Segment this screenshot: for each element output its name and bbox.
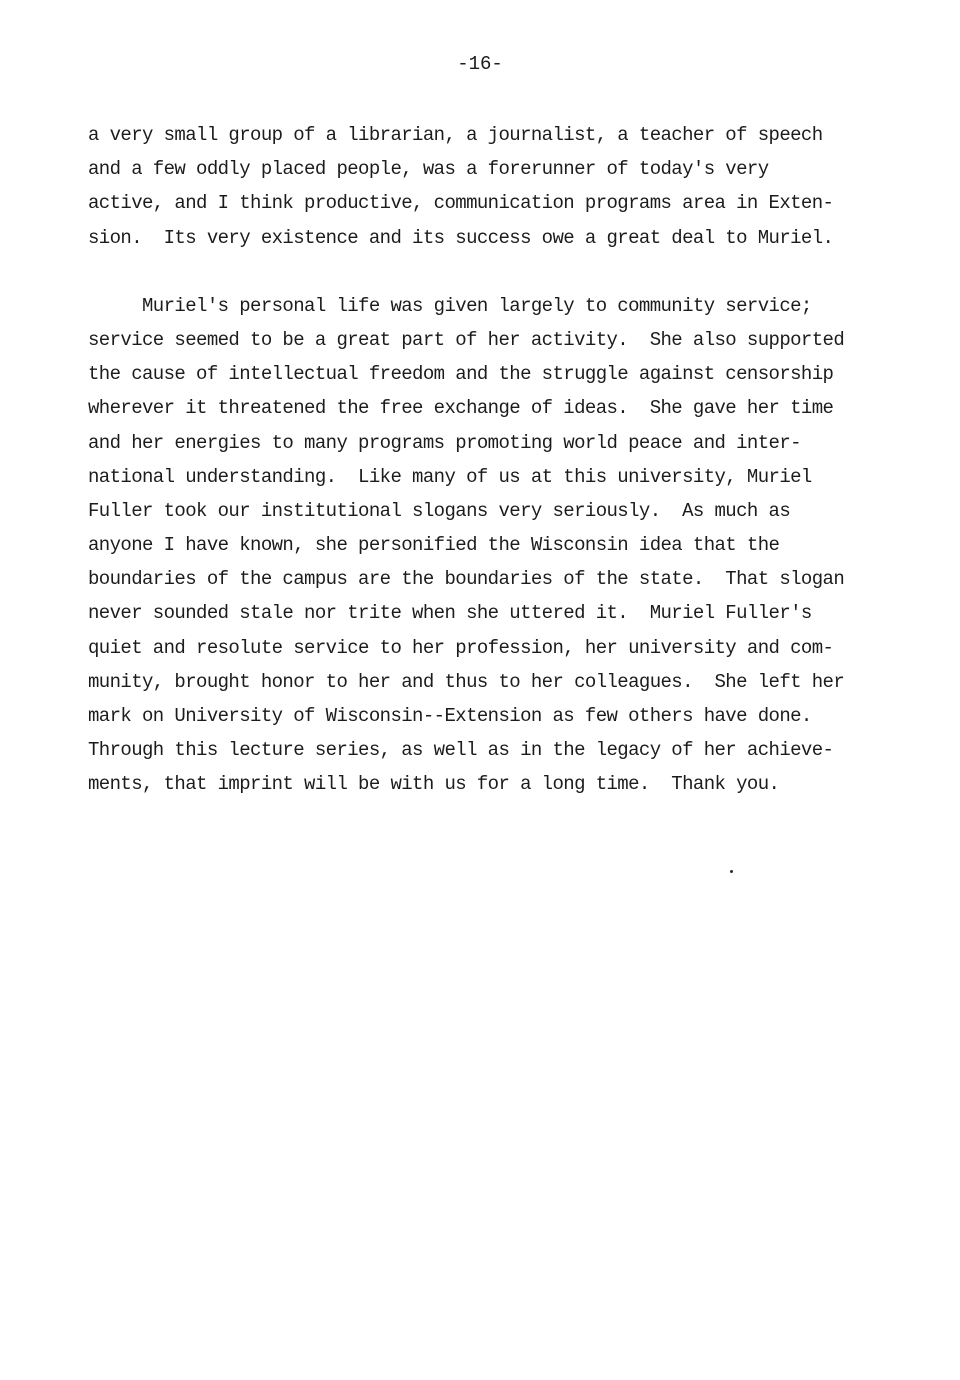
text-line: mark on University of Wisconsin--Extension as few others have done. xyxy=(88,705,812,727)
stray-ink-dot xyxy=(730,870,733,873)
text-line: and her energies to many programs promoting world peace and inter- xyxy=(88,431,801,454)
text-line: quiet and resolute service to her profession, her university and com- xyxy=(88,636,834,659)
text-line: a very small group of a librarian, a journalist, a teacher of speech xyxy=(88,124,823,146)
paragraph-spacer xyxy=(88,255,948,289)
text-line: ments, that imprint will be with us for a long time. Thank you. xyxy=(88,773,780,796)
text-line: anyone I have known, she personified the Wisconsin idea that the xyxy=(88,534,780,557)
text-line: wherever it threatened the free exchange of ideas. She gave her time xyxy=(88,397,834,420)
text-line: Fuller took our institutional slogans very seriously. As much as xyxy=(88,499,791,522)
text-line: and a few oddly placed people, was a forerunner of today's very xyxy=(88,158,769,181)
text-line: sion. Its very existence and its success owe a great deal to Muriel. xyxy=(88,226,834,249)
text-line: Through this lecture series, as well as in the legacy of her achieve- xyxy=(88,739,834,762)
paragraph-1 xyxy=(88,118,948,255)
text-line: the cause of intellectual freedom and the struggle against censorship xyxy=(88,363,834,386)
text-line: munity, brought honor to her and thus to her colleagues. She left her xyxy=(88,670,845,693)
text-line: boundaries of the campus are the boundaries of the state. That slogan xyxy=(88,568,845,591)
text-line: active, and I think productive, communication programs area in Exten- xyxy=(88,192,834,215)
document-body xyxy=(88,118,948,802)
paragraph-2 xyxy=(88,289,948,802)
text-line: Muriel's personal life was given largely to community service; xyxy=(88,294,812,317)
text-line: service seemed to be a great part of her activity. She also supported xyxy=(88,328,845,351)
page-number: -16- xyxy=(457,53,503,75)
text-line: national understanding. Like many of us at this university, Muriel xyxy=(88,465,812,488)
text-line: never sounded stale nor trite when she uttered it. Muriel Fuller's xyxy=(88,602,812,625)
